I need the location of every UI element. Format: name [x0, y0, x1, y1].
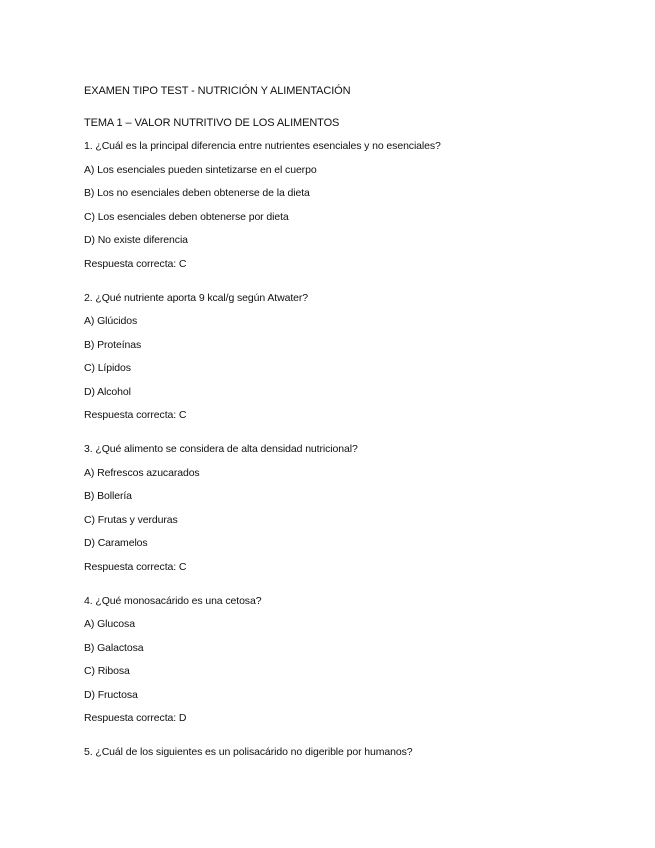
option-b: B) Los no esenciales deben obtenerse de la dieta [84, 187, 310, 199]
option-c: C) Frutas y verduras [84, 513, 178, 526]
correct-answer: Respuesta correcta: C [84, 409, 187, 421]
option-c: C) Ribosa [84, 665, 130, 677]
option-d: D) Caramelos [84, 537, 148, 549]
option-a: A) Glúcidos [84, 315, 138, 327]
option-d: D) Alcohol [84, 385, 131, 398]
question-5 [84, 745, 604, 759]
question-2 [84, 291, 604, 423]
option-b: B) Bollería [84, 490, 132, 502]
question-4 [84, 594, 604, 726]
question-text: 3. ¿Qué alimento se considera de alta densidad nutricional? [84, 443, 358, 455]
option-c: C) Los esenciales deben obtenerse por dieta [84, 210, 289, 223]
correct-answer: Respuesta correcta: C [84, 560, 187, 573]
question-text: 4. ¿Qué monosacárido es una cetosa? [84, 594, 262, 607]
document-page [84, 84, 604, 779]
exam-title: EXAMEN TIPO TEST - NUTRICIÓN Y ALIMENTACIÓN [84, 85, 351, 97]
option-a: A) Refrescos azucarados [84, 466, 200, 479]
option-a: A) Glucosa [84, 618, 135, 630]
option-d: D) No existe diferencia [84, 234, 188, 246]
correct-answer: Respuesta correcta: D [84, 712, 187, 724]
option-a: A) Los esenciales pueden sintetizarse en el cuerpo [84, 163, 317, 176]
question-text: 2. ¿Qué nutriente aporta 9 kcal/g según Atwater? [84, 291, 309, 304]
correct-answer: Respuesta correcta: C [84, 257, 187, 270]
question-1 [84, 139, 604, 271]
option-b: B) Proteínas [84, 338, 142, 351]
option-b: B) Galactosa [84, 641, 144, 654]
question-3 [84, 442, 604, 574]
topic-heading: TEMA 1 – VALOR NUTRITIVO DE LOS ALIMENTOS [84, 117, 340, 129]
question-text: 5. ¿Cuál de los siguientes es un polisacárido no digerible por humanos? [84, 746, 413, 758]
option-d: D) Fructosa [84, 688, 138, 701]
question-text: 1. ¿Cuál es la principal diferencia entre nutrientes esenciales y no esenciales? [84, 140, 441, 152]
option-c: C) Lípidos [84, 362, 131, 374]
